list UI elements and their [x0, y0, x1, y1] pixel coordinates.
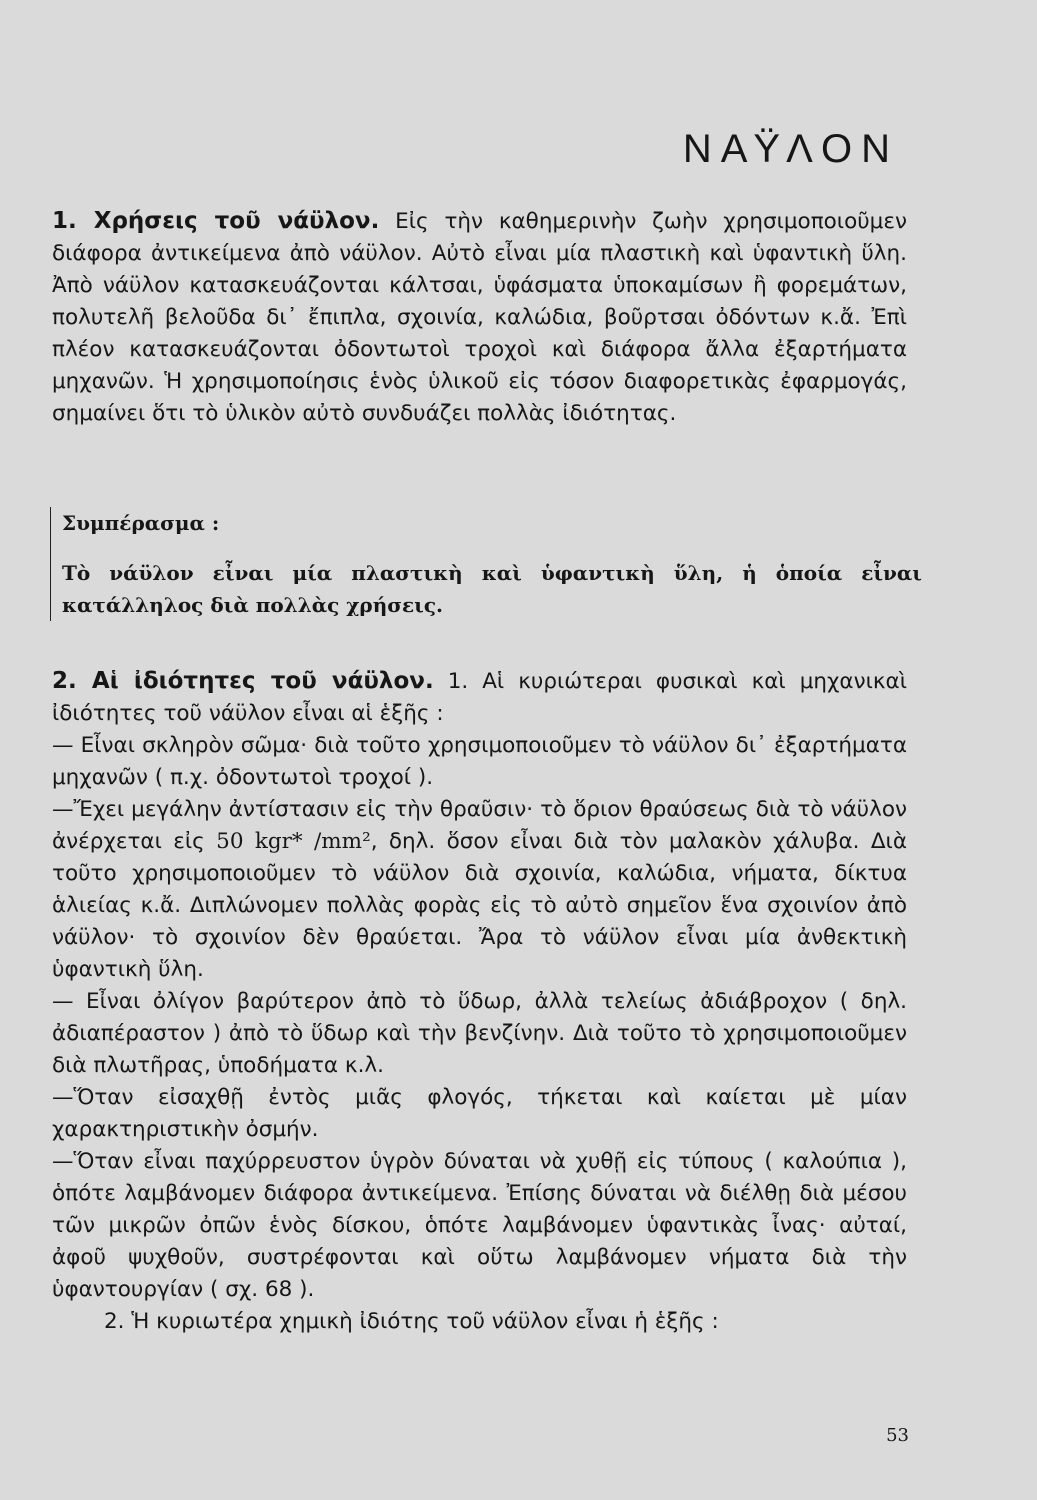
section-2-intro-paragraph	[52, 665, 907, 730]
property-strength-end: , δηλ. ὅσον εἶναι διὰ τὸν μαλακὸν χάλυβα. Διὰ τοῦτο χρησιμοποιοῦμεν τὸ νάϋλον διὰ σχοινία, καλώδια, νήματα, δίκτυα ἁλιείας κ.ἄ. Διπλώνομεν πολλὰς φορὰς εἰς τὸ αὐτὸ σημεῖον ἕνα σχοινίον ἀπὸ νάϋλον· τὸ σχοινίον δὲν θραύεται. Ἄρα τὸ νάϋλον εἶναι μία ἀνθεκτικὴ ὑφαντικὴ ὕλη.	[52, 829, 908, 982]
page-title: ΝΑΫΛΟΝ	[682, 127, 899, 171]
conclusion-label: Συμπέρασμα :	[62, 511, 220, 535]
property-strength-start: —Ἔχει μεγάλην ἀντίστασιν εἰς τὴν θραῦσιν· τὸ ὅριον θραύσεως διὰ τὸ νάϋλον ἀνέρχεται εἰς	[52, 797, 907, 854]
strength-value: 50 kgr* /mm²	[216, 829, 371, 854]
page-number: 53	[886, 1425, 909, 1446]
property-hard-body: — Εἶναι σκληρὸν σῶμα· διὰ τοῦτο χρησιμοποιοῦμεν τὸ νάϋλον δι᾽ ἐξαρτήματα μηχανῶν ( π.χ. ὀδοντωτοὶ τροχοί ).	[52, 733, 907, 790]
section-2-intro: 1. Αἱ κυριώτεραι φυσικαὶ καὶ μηχανικαὶ ἰδιότητες τοῦ νάϋλον εἶναι αἱ ἑξῆς :	[52, 669, 907, 726]
section-1-paragraph	[52, 205, 907, 430]
property-waterproof: — Εἶναι ὀλίγον βαρύτερον ἀπὸ τὸ ὕδωρ, ἀλλὰ τελείως ἀδιάβροχον ( δηλ. ἀδιαπέραστον ) ἀπὸ τὸ ὕδωρ καὶ τὴν βενζίνην. Διὰ τοῦτο τὸ χρησιμοποιοῦμεν διὰ πλωτῆρας, ὑποδήματα κ.λ.	[52, 989, 907, 1078]
property-strength	[52, 794, 907, 986]
conclusion-box	[50, 507, 922, 621]
property-moulding: —Ὅταν εἶναι παχύρρευστον ὑγρὸν δύναται νὰ χυθῇ εἰς τύπους ( καλούπια ), ὁπότε λαμβάνομεν διάφορα ἀντικείμενα. Ἐπίσης δύναται νὰ διέλθῃ διὰ μέσου τῶν μικρῶν ὀπῶν ἑνὸς δίσκου, ὁπότε λαμβάνομεν ὑφαντικὰς ἶνας· αὐταί, ἀφοῦ ψυχθοῦν, συστρέφονται καὶ οὕτω λαμβάνομεν νήματα διὰ τὴν ὑφαντουργίαν ( σχ. 68 ).	[52, 1149, 907, 1302]
section-2-heading: 2. Αἱ ἰδιότητες τοῦ νάϋλον.	[52, 668, 434, 694]
section-1	[52, 205, 907, 430]
property-melting: —Ὅταν εἰσαχθῇ ἐντὸς μιᾶς φλογός, τήκεται καὶ καίεται μὲ μίαν χαρακτηριστικὴν ὀσμήν.	[52, 1085, 907, 1142]
section-1-heading: 1. Χρήσεις τοῦ νάϋλον.	[52, 208, 380, 234]
chemical-property: 2. Ἡ κυριωτέρα χημικὴ ἰδιότης τοῦ νάϋλον εἶναι ἡ ἑξῆς :	[104, 1309, 719, 1334]
conclusion-text: Τὸ νάϋλον εἶναι μία πλαστικὴ καὶ ὑφαντικὴ ὕλη, ἡ ὁποία εἶναι κατάλληλος διὰ πολλὰς χρήσεις.	[62, 561, 922, 617]
section-2	[52, 665, 907, 1338]
section-1-body: Εἰς τὴν καθημερινὴν ζωὴν χρησιμοποιοῦμεν διάφορα ἀντικείμενα ἀπὸ νάϋλον. Αὐτὸ εἶναι μία πλαστικὴ καὶ ὑφαντικὴ ὕλη. Ἀπὸ νάϋλον κατασκευάζονται κάλτσαι, ὑφάσματα ὑποκαμίσων ἢ φορεμάτων, πολυτελῆ βελοῦδα δι᾽ ἔπιπλα, σχοινία, καλώδια, βοῦρτσαι ὀδόντων κ.ἄ. Ἐπὶ πλέον κατασκευάζονται ὀδοντωτοὶ τροχοὶ καὶ διάφορα ἄλλα ἐξαρτήματα μηχανῶν. Ἡ χρησιμοποίησις ἑνὸς ὑλικοῦ εἰς τόσον διαφορετικὰς ἐφαρμογάς, σημαίνει ὅτι τὸ ὑλικὸν αὐτὸ συνδυάζει πολλὰς ἰδιότητας.	[52, 209, 907, 426]
